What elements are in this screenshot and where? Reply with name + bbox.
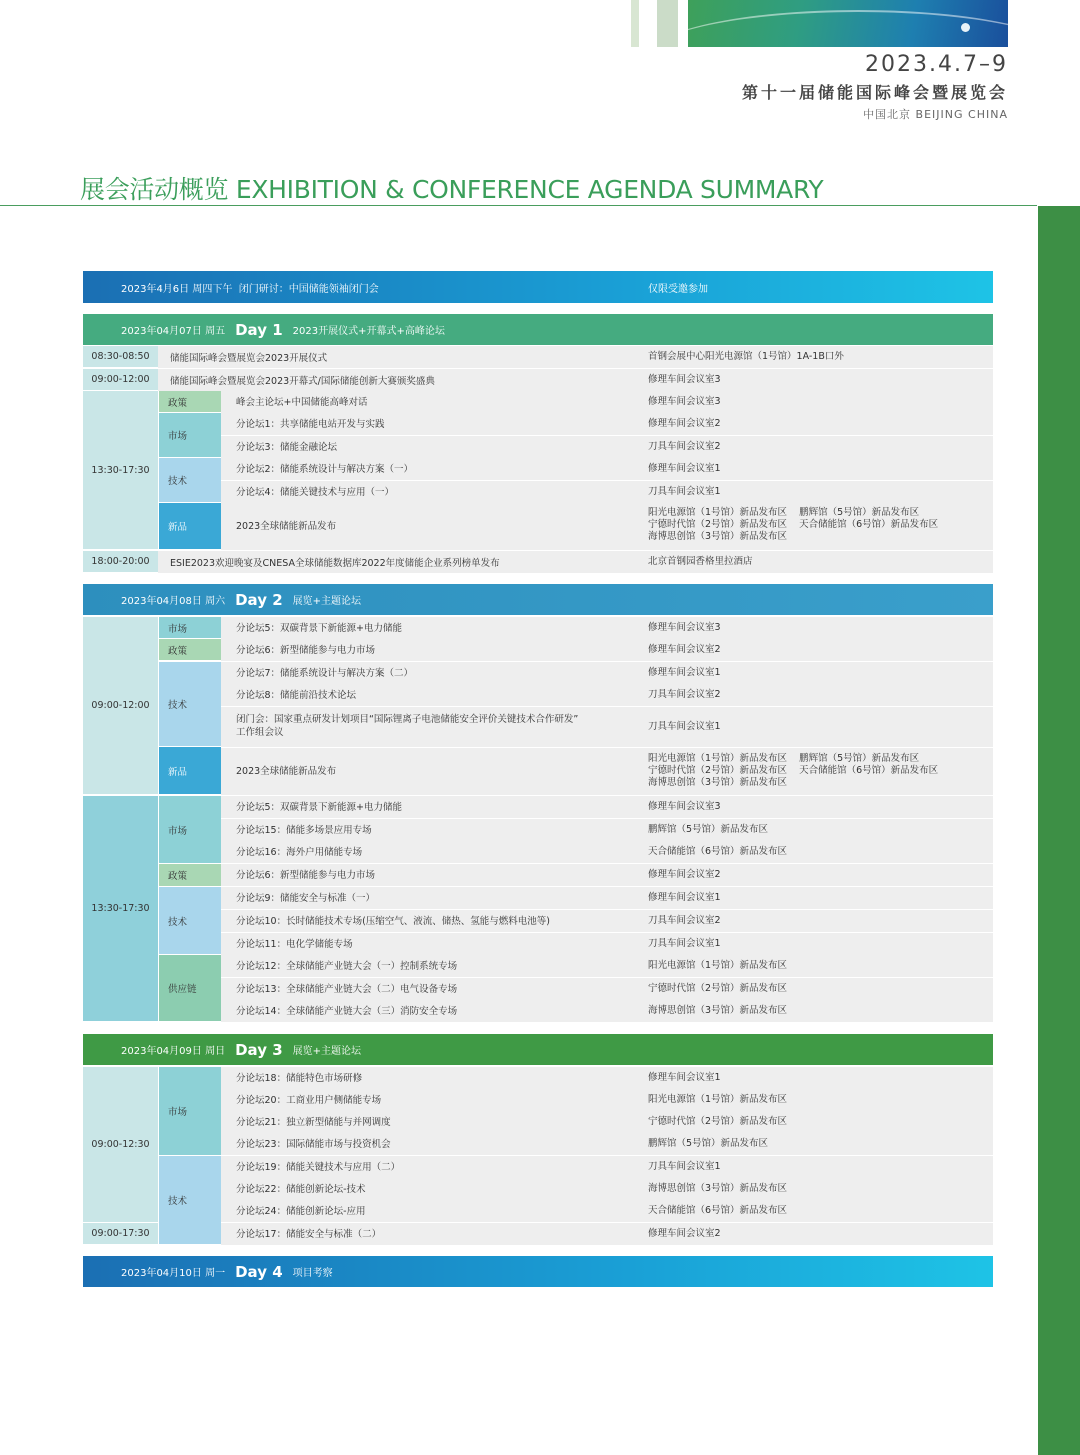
- location-text: 首钢会展中心阳光电源馆（1号馆）1A-1B口外: [648, 351, 844, 362]
- event-text: 分论坛3：储能金融论坛: [236, 441, 338, 453]
- event-text: 2023全球储能新品发布: [236, 766, 337, 777]
- time-cell: 09:00-12:00: [83, 617, 158, 795]
- day3-date: 2023年04月09日 周日: [121, 1046, 226, 1057]
- location-text: 修理车间会议室3: [648, 801, 721, 812]
- event-text-multi: [236, 713, 578, 739]
- category-market: 市场: [159, 617, 221, 639]
- location-text: 修理车间会议室3: [648, 396, 721, 407]
- event-text: 分论坛16：海外户用储能专场: [236, 846, 363, 858]
- location-text: 修理车间会议室3: [648, 374, 721, 385]
- event-text: 分论坛23：国际储能市场与投资机会: [236, 1138, 391, 1150]
- side-bar-decoration: [1038, 206, 1080, 1455]
- event-text: 分论坛15：储能多场景应用专场: [236, 824, 372, 836]
- location-text: 宁德时代馆（2号馆）新品发布区: [648, 1116, 788, 1127]
- event-text: 分论坛14：全球储能产业链大会（三）消防安全专场: [236, 1005, 458, 1017]
- event-text: 分论坛9：储能安全与标准（一）: [236, 892, 376, 904]
- event-text: 分论坛5：双碳背景下新能源+电力储能: [236, 801, 403, 813]
- location-text: 海博思创馆（3号馆）新品发布区: [648, 1183, 788, 1194]
- location-text: 鹏辉馆（5号馆）新品发布区: [648, 1138, 769, 1149]
- time-cell: 13:30-17:30: [83, 391, 158, 550]
- location-text: 天合储能馆（6号馆）新品发布区: [648, 1205, 788, 1216]
- event-text: 储能国际峰会暨展览会2023开幕式/国际储能创新大赛颁奖盛典: [170, 376, 435, 387]
- header-date: 2023.4.7–9: [865, 52, 1008, 77]
- day1-bar: [83, 314, 993, 345]
- location-line: 海博思创馆（3号馆）新品发布区: [648, 777, 788, 788]
- location-multi: [648, 753, 938, 789]
- header-gradient-banner: [688, 0, 1008, 47]
- location-text: 修理车间会议室1: [648, 1072, 721, 1083]
- day3-bar: [83, 1034, 993, 1065]
- time-cell: 08:30-08:50: [83, 346, 158, 368]
- event-text: 分论坛10：长时储能技术专场(压缩空气、液流、储热、氢能与燃料电池等): [236, 915, 551, 927]
- event-text: 峰会主论坛+中国储能高峰对话: [236, 396, 368, 408]
- location-text: 修理车间会议室2: [648, 869, 721, 880]
- category-market: 市场: [159, 1067, 221, 1156]
- day2-bar: [83, 584, 993, 615]
- time-cell: 13:30-17:30: [83, 796, 158, 1022]
- location-text: 修理车间会议室1: [648, 892, 721, 903]
- location-text: 修理车间会议室2: [648, 644, 721, 655]
- event-text: 分论坛24：储能创新论坛-应用: [236, 1205, 366, 1217]
- time-cell: 09:00-12:00: [83, 369, 158, 391]
- event-text: 分论坛11：电化学储能专场: [236, 938, 353, 950]
- day4-date: 2023年04月10日 周一: [121, 1268, 226, 1279]
- location-line: 海博思创馆（3号馆）新品发布区: [648, 531, 788, 542]
- location-text: 阳光电源馆（1号馆）新品发布区: [648, 960, 788, 971]
- header-location: 中国北京 BEIJING CHINA: [863, 108, 1008, 121]
- category-new: 新品: [159, 503, 221, 550]
- location-text: 北京首钢园香格里拉酒店: [648, 556, 753, 567]
- event-text: 分论坛22：储能创新论坛-技术: [236, 1183, 366, 1195]
- pre-day-date: 2023年4月6日 周四下午: [121, 283, 233, 295]
- time-cell: 18:00-20:00: [83, 551, 158, 573]
- event-text: 分论坛4：储能关键技术与应用（一）: [236, 486, 395, 498]
- event-text: 2023全球储能新品发布: [236, 521, 337, 532]
- time-cell: 09:00-12:30: [83, 1067, 158, 1223]
- event-text: 分论坛21：独立新型储能与并网调度: [236, 1116, 391, 1128]
- event-text: 分论坛17：储能安全与标准（二）: [236, 1228, 382, 1240]
- location-text: 阳光电源馆（1号馆）新品发布区: [648, 1094, 788, 1105]
- title-divider: [0, 205, 1037, 206]
- day3-theme: 展览+主题论坛: [292, 1046, 362, 1057]
- header-title: 第十一届储能国际峰会暨展览会: [741, 83, 1008, 102]
- category-new: 新品: [159, 747, 221, 795]
- location-text: 鹏辉馆（5号馆）新品发布区: [648, 824, 769, 835]
- category-policy: 政策: [159, 639, 221, 661]
- event-text: 分论坛6：新型储能参与电力市场: [236, 644, 376, 656]
- event-text: 分论坛12：全球储能产业链大会（一）控制系统专场: [236, 960, 458, 972]
- event-text: 分论坛19：储能关键技术与应用（二）: [236, 1161, 401, 1173]
- location-text: 刀具车间会议室1: [648, 938, 721, 949]
- location-text: 刀具车间会议室1: [648, 486, 721, 497]
- day4-theme: 项目考察: [292, 1268, 333, 1279]
- category-policy: 政策: [159, 864, 221, 887]
- category-tech: 技术: [159, 887, 221, 955]
- location-text: 修理车间会议室2: [648, 1228, 721, 1239]
- event-text: 储能国际峰会暨展览会2023开展仪式: [170, 353, 328, 364]
- day4-bar: [83, 1256, 993, 1287]
- category-tech: 技术: [159, 1156, 221, 1245]
- location-text: 天合储能馆（6号馆）新品发布区: [648, 846, 788, 857]
- location-text: 修理车间会议室3: [648, 622, 721, 633]
- day2-date: 2023年04月08日 周六: [121, 596, 226, 607]
- day3-label: Day 3: [235, 1040, 283, 1059]
- location-text: 宁德时代馆（2号馆）新品发布区: [648, 983, 788, 994]
- category-policy: 政策: [159, 391, 221, 413]
- location-line: 宁德时代馆（2号馆）新品发布区 天合储能馆（6号馆）新品发布区: [648, 519, 939, 530]
- event-text: 分论坛18：储能特色市场研修: [236, 1072, 363, 1084]
- day1-theme: 2023开展仪式+开幕式+高峰论坛: [292, 326, 445, 337]
- category-tech: 技术: [159, 662, 221, 747]
- event-text: 分论坛2：储能系统设计与解决方案（一）: [236, 463, 414, 475]
- event-text: 分论坛5：双碳背景下新能源+电力储能: [236, 622, 403, 634]
- location-text: 刀具车间会议室1: [648, 1161, 721, 1172]
- location-text: 修理车间会议室1: [648, 667, 721, 678]
- page-title: 展会活动概览 EXHIBITION & CONFERENCE AGENDA SUMMARY: [80, 175, 824, 204]
- pre-day-event: 闭门研讨：中国储能领袖闭门会: [238, 283, 379, 295]
- location-text: 修理车间会议室1: [648, 463, 721, 474]
- event-text: 分论坛8：储能前沿技术论坛: [236, 689, 357, 701]
- category-tech: 技术: [159, 458, 221, 503]
- day4-label: Day 4: [235, 1262, 283, 1281]
- event-text: 分论坛6：新型储能参与电力市场: [236, 869, 376, 881]
- header-stripe-1: [631, 0, 639, 47]
- location-line: 宁德时代馆（2号馆）新品发布区 天合储能馆（6号馆）新品发布区: [648, 765, 939, 776]
- pre-day-bar: [83, 271, 993, 303]
- category-market: 市场: [159, 796, 221, 864]
- header-stripe-2: [657, 0, 678, 47]
- day2-theme: 展览+主题论坛: [292, 596, 362, 607]
- event-text: ESIE2023欢迎晚宴及CNESA全球储能数据库2022年度储能企业系列榜单发布: [170, 558, 500, 569]
- location-line: 阳光电源馆（1号馆）新品发布区 鹏辉馆（5号馆）新品发布区: [648, 507, 920, 518]
- header-dot: [961, 23, 970, 32]
- event-text: 分论坛1：共享储能电站开发与实践: [236, 418, 385, 430]
- location-multi: [648, 507, 938, 543]
- location-text: 刀具车间会议室2: [648, 441, 721, 452]
- event-line: 闭门会：国家重点研发计划项目“国际锂离子电池储能安全评价关键技术合作研发”: [236, 714, 579, 725]
- location-line: 阳光电源馆（1号馆）新品发布区 鹏辉馆（5号馆）新品发布区: [648, 753, 920, 764]
- day2-label: Day 2: [235, 590, 283, 609]
- location-text: 修理车间会议室2: [648, 418, 721, 429]
- location-text: 刀具车间会议室2: [648, 915, 721, 926]
- day1-label: Day 1: [235, 320, 283, 339]
- event-text: 分论坛7：储能系统设计与解决方案（二）: [236, 667, 414, 679]
- event-text: 分论坛13：全球储能产业链大会（二）电气设备专场: [236, 983, 458, 995]
- event-text: 分论坛20：工商业用户侧储能专场: [236, 1094, 382, 1106]
- category-market: 市场: [159, 413, 221, 458]
- event-line: 工作组会议: [236, 727, 284, 738]
- day1-date: 2023年04月07日 周五: [121, 326, 226, 337]
- pre-day-note: 仅限受邀参加: [648, 283, 708, 295]
- location-text: 海博思创馆（3号馆）新品发布区: [648, 1005, 788, 1016]
- location-text: 刀具车间会议室1: [648, 721, 721, 732]
- category-supply-chain: 供应链: [159, 955, 221, 1022]
- time-cell: 09:00-17:30: [83, 1223, 158, 1245]
- location-text: 刀具车间会议室2: [648, 689, 721, 700]
